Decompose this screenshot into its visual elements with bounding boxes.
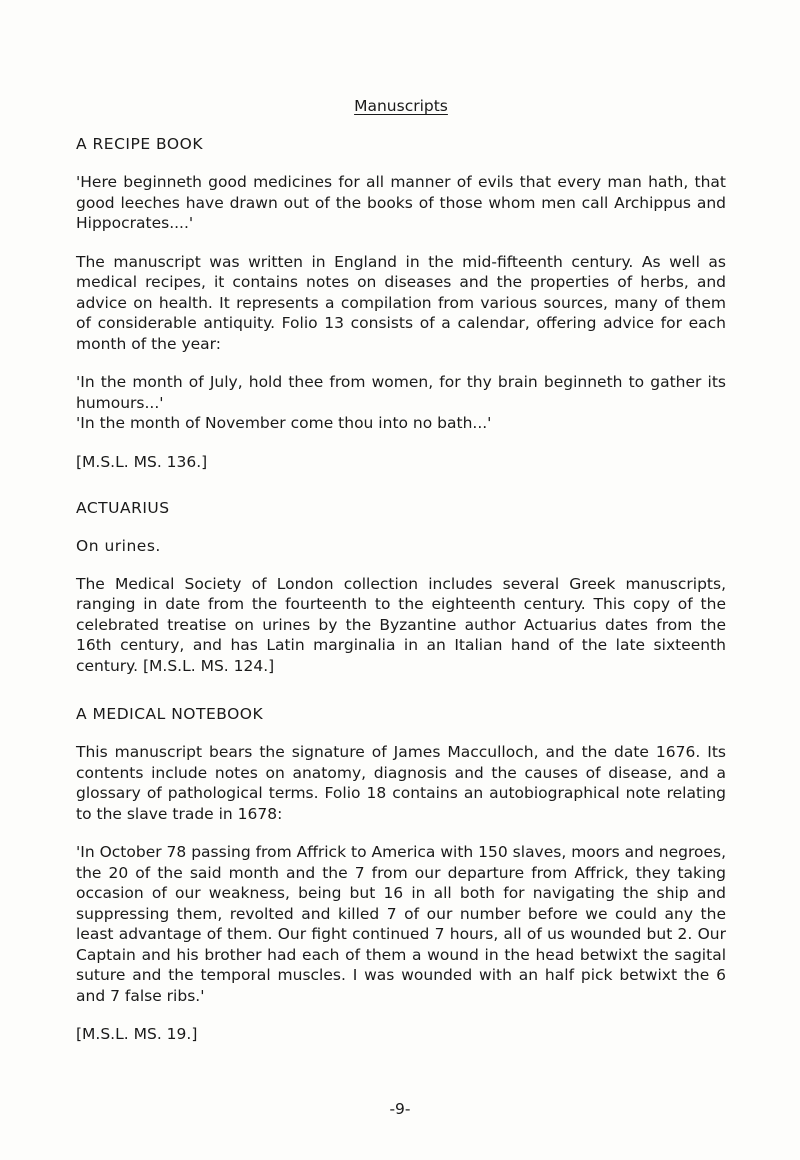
section-paragraph: 'Here beginneth good medicines for all manner of evils that every man hath, that good leeches have drawn out of the books of those whom men call Archippus and Hippocrates....' [76, 173, 726, 232]
manuscript-reference: [M.S.L. MS. 136.] [76, 452, 208, 471]
manuscript-reference: [M.S.L. MS. 19.] [76, 1025, 198, 1043]
quote-line: 'In the month of November come thou into no bath...' [76, 414, 492, 432]
page-number: -9- [389, 1100, 411, 1118]
page-title: Manuscripts [354, 97, 448, 115]
document-page [76, 96, 726, 1070]
section-paragraph: The Medical Society of London collection includes several Greek manuscripts, ranging in date from the fourteenth to the eighteenth century. This copy of the celebrated treatise on urines by the Byzantine author Actuarius dates from the 16th century, and has Latin marginalia in an Italian hand of the late sixteenth century. [M.S.L. MS. 124.] [76, 574, 726, 675]
section-heading-recipe-book: A RECIPE BOOK [76, 135, 203, 153]
section-paragraph: This manuscript bears the signature of James Macculloch, and the date 1676. Its contents include notes on anatomy, diagnosis and the causes of disease, and a glossary of pathological terms. Folio 18 contains an autobiographical note relating to the slave trade in 1678: [76, 743, 726, 823]
page-header [76, 96, 726, 116]
quote-line: 'In the month of July, hold thee from women, for thy brain beginneth to gather its humours...' [76, 373, 726, 412]
section-paragraph: 'In October 78 passing from Affrick to America with 150 slaves, moors and negroes, the 20 of the said month and the 7 from our departure from Affrick, they taking occasion of our weakness, being but 16 in all both for navigating the ship and suppressing them, revolted and killed 7 of our number before we could any the least advantage of them. Our fight continued 7 hours, all of us wounded but 2. Our Captain and his brother had each of them a wound in the head betwixt the sagital suture and the temporal muscles. I was wounded with an half pick betwixt the 6 and 7 false ribs.' [76, 843, 726, 1005]
section-paragraph: The manuscript was written in England in the mid-fifteenth century. As well as medical recipes, it contains notes on diseases and the properties of herbs, and advice on health. It represents a compilation from various sources, many of them of considerable antiquity. Folio 13 consists of a calendar, offering advice for each month of the year: [76, 252, 726, 353]
section-heading-medical-notebook: A MEDICAL NOTEBOOK [76, 705, 264, 723]
section-subheading: On urines. [76, 536, 161, 555]
section-heading-actuarius: ACTUARIUS [76, 498, 170, 517]
